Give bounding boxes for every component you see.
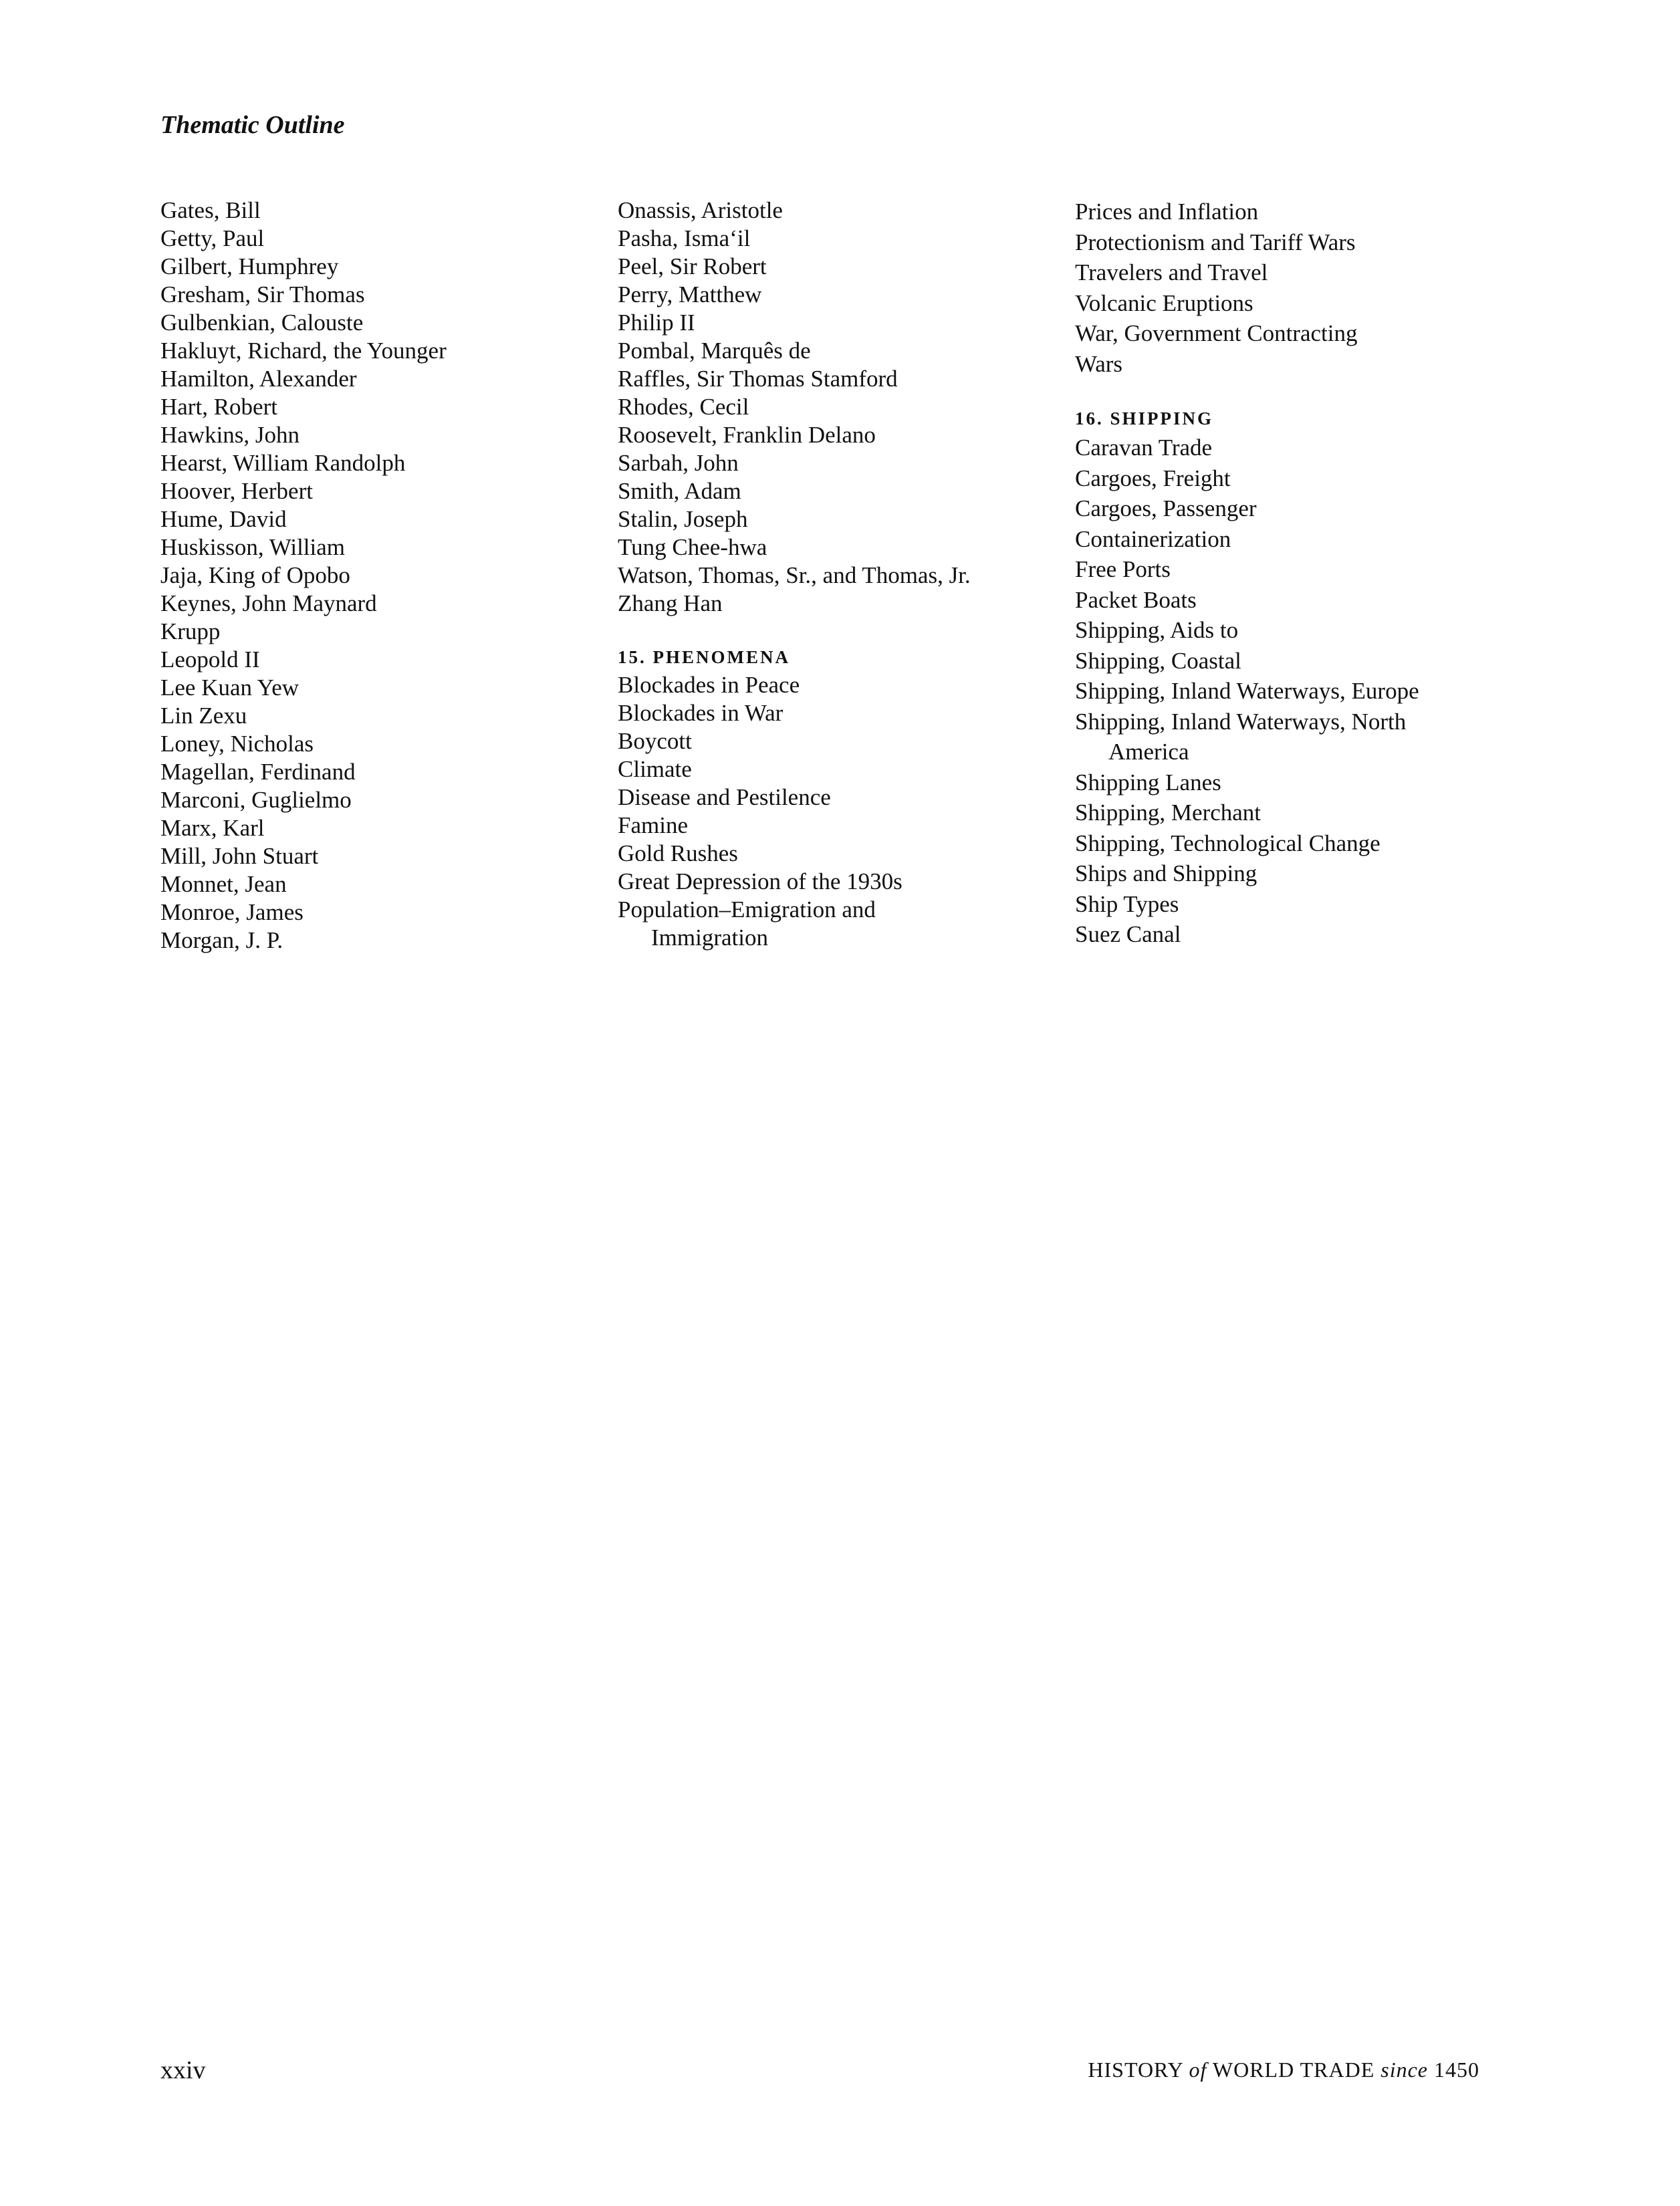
- footer-title-part: of: [1189, 2058, 1207, 2082]
- outline-entry: Shipping, Technological Change: [1075, 830, 1381, 856]
- outline-entry: Shipping, Inland Waterways, Europe: [1075, 678, 1419, 704]
- outline-entry: Gilbert, Humphrey: [160, 253, 339, 279]
- outline-entry: Cargoes, Freight: [1075, 465, 1231, 491]
- outline-entry: Peel, Sir Robert: [618, 253, 767, 279]
- outline-entry: Ships and Shipping: [1075, 860, 1257, 886]
- outline-entry: Marconi, Guglielmo: [160, 787, 352, 813]
- outline-entry: Protectionism and Tariff Wars: [1075, 229, 1356, 255]
- outline-entry: Free Ports: [1075, 556, 1171, 582]
- outline-entry: Ship Types: [1075, 890, 1179, 917]
- outline-entry: Suez Canal: [1075, 921, 1181, 947]
- outline-entry: Watson, Thomas, Sr., and Thomas, Jr.: [618, 562, 971, 588]
- outline-entry: Monroe, James: [160, 899, 304, 925]
- outline-entry: Shipping, Aids to: [1075, 617, 1239, 643]
- outline-entry: Volcanic Eruptions: [1075, 289, 1253, 316]
- footer-title-part: HISTORY: [1088, 2058, 1183, 2082]
- outline-entry: Hawkins, John: [160, 422, 300, 448]
- outline-entry: Cargoes, Passenger: [1075, 495, 1257, 521]
- outline-entry: Roosevelt, Franklin Delano: [618, 422, 876, 448]
- outline-entry: Marx, Karl: [160, 815, 265, 841]
- outline-entry: Smith, Adam: [618, 478, 741, 504]
- outline-entry: Krupp: [160, 618, 221, 644]
- outline-entry: Lin Zexu: [160, 703, 247, 729]
- page-number: xxiv: [160, 2056, 206, 2084]
- outline-entry: Perry, Matthew: [618, 281, 762, 308]
- outline-entry: Prices and Inflation: [1075, 199, 1259, 225]
- outline-entry: Hamilton, Alexander: [160, 366, 357, 392]
- outline-entry: Caravan Trade: [1075, 435, 1213, 461]
- outline-entry: Hearst, William Randolph: [160, 450, 406, 476]
- outline-entry: Hume, David: [160, 506, 287, 532]
- outline-column-1: [160, 197, 602, 955]
- outline-entry: Tung Chee-hwa: [618, 534, 767, 560]
- footer-title-part: 1450: [1434, 2058, 1479, 2082]
- outline-entry: Gates, Bill: [160, 197, 261, 223]
- outline-entry: Raffles, Sir Thomas Stamford: [618, 366, 898, 392]
- section-heading: 16. SHIPPING: [1075, 408, 1214, 428]
- outline-entry: Famine: [618, 812, 688, 838]
- section-heading: 15. PHENOMENA: [618, 647, 790, 667]
- outline-entry: Leopold II: [160, 646, 260, 672]
- outline-entry: Zhang Han: [618, 590, 723, 616]
- outline-entry: Great Depression of the 1930s: [618, 868, 903, 894]
- outline-entry: Getty, Paul: [160, 225, 265, 251]
- outline-entry: Hart, Robert: [160, 394, 277, 420]
- outline-entry: Shipping, Coastal: [1075, 647, 1241, 674]
- outline-entry: Blockades in Peace: [618, 672, 800, 698]
- outline-entry: Shipping, Merchant: [1075, 800, 1262, 826]
- outline-entry: Shipping, Inland Waterways, North America: [1075, 708, 1407, 765]
- footer-title-part: since: [1381, 2058, 1428, 2082]
- outline-entry: Philip II: [618, 310, 695, 336]
- outline-entry: Pombal, Marquês de: [618, 338, 811, 364]
- outline-entry: War, Government Contracting: [1075, 320, 1358, 346]
- outline-entry: Pasha, Isma‘il: [618, 225, 751, 251]
- outline-entry: Hoover, Herbert: [160, 478, 313, 504]
- outline-entry: Morgan, J. P.: [160, 927, 283, 953]
- outline-entry: Monnet, Jean: [160, 871, 287, 897]
- outline-entry: Population–Emigration and Immigration: [618, 896, 876, 951]
- outline-entry: Hakluyt, Richard, the Younger: [160, 338, 447, 364]
- outline-entry: Jaja, King of Opobo: [160, 562, 350, 588]
- outline-entry: Sarbah, John: [618, 450, 739, 476]
- outline-entry: Gulbenkian, Calouste: [160, 310, 364, 336]
- outline-entry: Stalin, Joseph: [618, 506, 748, 532]
- outline-entry: Keynes, John Maynard: [160, 590, 377, 616]
- outline-entry: Magellan, Ferdinand: [160, 759, 356, 785]
- outline-entry: Gold Rushes: [618, 840, 738, 866]
- outline-entry: Blockades in War: [618, 700, 784, 726]
- outline-entry: Huskisson, William: [160, 534, 346, 560]
- running-footer: [1088, 2058, 1479, 2082]
- page-title: Thematic Outline: [160, 111, 345, 139]
- outline-entry: Gresham, Sir Thomas: [160, 281, 365, 308]
- outline-entry: Packet Boats: [1075, 586, 1197, 613]
- footer-title-part: WORLD TRADE: [1212, 2058, 1375, 2082]
- outline-entry: Climate: [618, 756, 692, 782]
- outline-column-3: [1075, 197, 1543, 950]
- outline-entry: Loney, Nicholas: [160, 731, 314, 757]
- outline-column-2: [618, 197, 1059, 952]
- outline-entry: Shipping Lanes: [1075, 769, 1221, 795]
- outline-entry: Mill, John Stuart: [160, 843, 319, 869]
- outline-entry: Disease and Pestilence: [618, 784, 831, 810]
- outline-entry: Wars: [1075, 350, 1123, 377]
- outline-entry: Containerization: [1075, 525, 1231, 552]
- outline-entry: Onassis, Aristotle: [618, 197, 783, 223]
- outline-entry: Travelers and Travel: [1075, 259, 1268, 285]
- outline-entry: Rhodes, Cecil: [618, 394, 749, 420]
- outline-entry: Lee Kuan Yew: [160, 675, 299, 701]
- outline-entry: Boycott: [618, 728, 692, 754]
